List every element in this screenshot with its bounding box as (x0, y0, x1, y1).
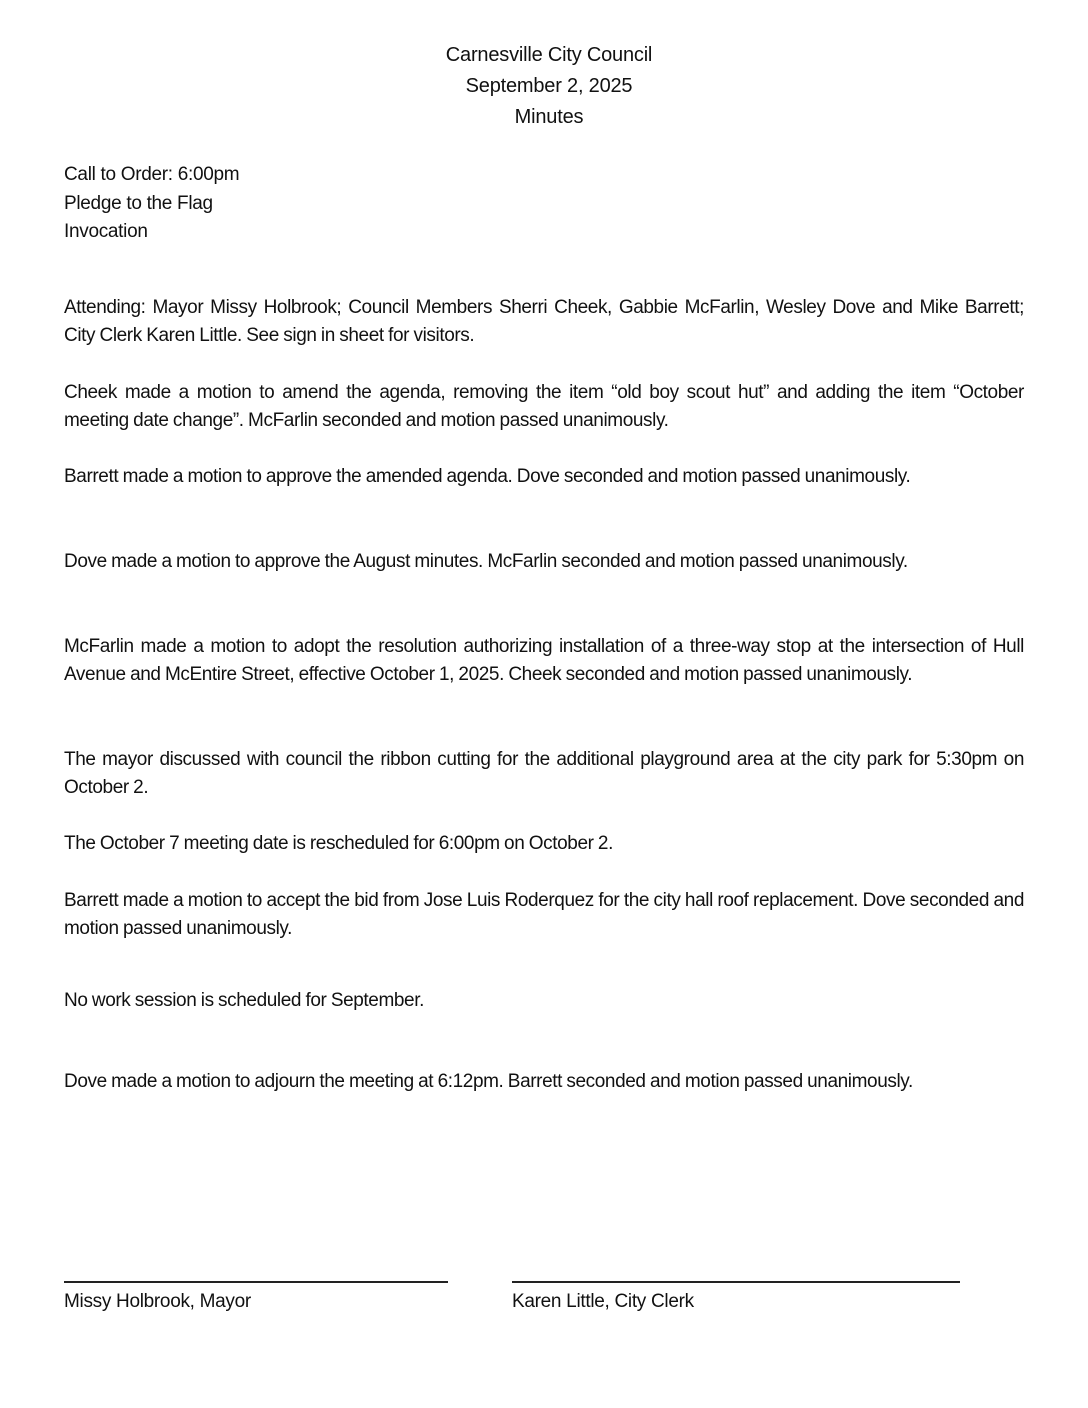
mayor-signature-line (64, 1281, 448, 1283)
invocation: Invocation (64, 221, 148, 242)
motion-amend-agenda: Cheek made a motion to amend the agenda, removing the item “old boy scout hut” and adding the item “October meeting date change”. McFarlin seconded and motion passed unanimously. (64, 382, 1024, 432)
clerk-signature-label: Karen Little, City Clerk (512, 1291, 694, 1312)
mayor-signature-label: Missy Holbrook, Mayor (64, 1291, 251, 1312)
document-header (0, 40, 1088, 133)
council-name: Carnesville City Council (445, 44, 653, 66)
motion-approve-agenda: Barrett made a motion to approve the amended agenda. Dove seconded and motion passed unanimously. (64, 466, 911, 487)
motion-approve-minutes: Dove made a motion to approve the August minutes. McFarlin seconded and motion passed unanimously. (64, 551, 908, 572)
attendance-paragraph: Attending: Mayor Missy Holbrook; Council Members Sherri Cheek, Gabbie McFarlin, Wesley Dove and Mike Barrett; City Clerk Karen Little. See sign in sheet for visitors. (64, 297, 1024, 347)
work-session-note: No work session is scheduled for September. (64, 990, 424, 1011)
meeting-reschedule-note: The October 7 meeting date is rescheduled for 6:00pm on October 2. (64, 833, 613, 854)
call-to-order: Call to Order: 6:00pm (64, 164, 240, 185)
ribbon-cutting-note: The mayor discussed with council the ribbon cutting for the additional playground area at the city park for 5:30pm on October 2. (64, 749, 1024, 799)
meeting-date: September 2, 2025 (465, 75, 633, 97)
pledge: Pledge to the Flag (64, 192, 213, 214)
opening-items (64, 161, 239, 247)
clerk-signature-line (512, 1281, 960, 1283)
motion-roof-bid: Barrett made a motion to accept the bid from Jose Luis Roderquez for the city hall roof replacement. Dove seconded and motion passed unanimously. (64, 890, 1024, 940)
document-title: Minutes (514, 106, 584, 128)
motion-three-way-stop: McFarlin made a motion to adopt the resolution authorizing installation of a three-way stop at the intersection of Hull Avenue and McEntire Street, effective October 1, 2025. Cheek seconded and motion passed unanimously. (64, 636, 1024, 686)
motion-adjourn: Dove made a motion to adjourn the meeting at 6:12pm. Barrett seconded and motion passed unanimously. (64, 1071, 913, 1092)
